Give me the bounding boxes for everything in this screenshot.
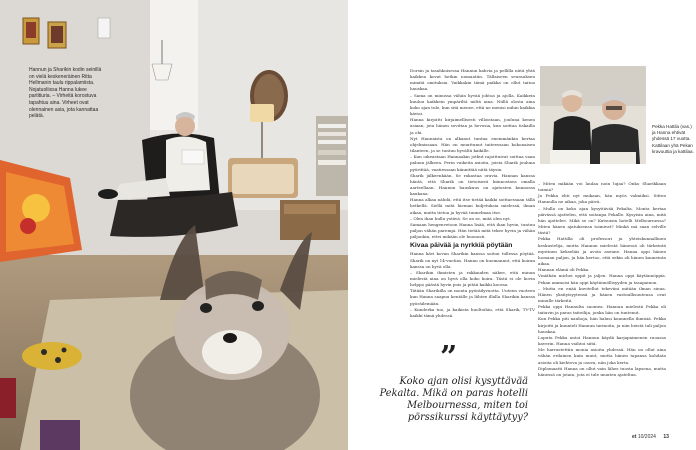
right-page-photo	[540, 66, 646, 164]
two-men-portrait-image	[540, 66, 646, 164]
paragraph: Loputa Pekka antoi Hannun käydä karjapaimenen ruoassa kaverin. Hanna vaihtoi siitä.	[538, 334, 666, 347]
article-column-a	[410, 68, 535, 319]
paragraph: – Sharikin ihmisten ja rakkauden näkee, että minun mielestä aina on hyvä olla koko koira. Tästä ei ole kovin helppo päästä hyvin pois ja pitää kaikki koossa.	[410, 269, 535, 288]
paragraph: Pekka oppi Hannulta suomea. Hannun mielestä Pekka oli taitavin ja paras taiteilija, jonka hän on tuntenut.	[538, 304, 666, 316]
paragraph: Hanna alkaa nähdä, että itse tietää kaikki soittaessaan tällä hetkellä. Siellä mitä hieman kuljetuksia mielessä, ilman aikaa, mutta tietoa ja hyvää tunnelmaa itse.	[410, 197, 535, 215]
right-photo-caption: Pekka Hattila (vas.) ja Hanna ehtivät yhdessä 17 vuotta. Kattilaan yhä Pekan kravuuttia ja kattilaa.	[652, 124, 694, 154]
paragraph: Tätään Sharikilla on monta pyöräilyvuotta. Uuteen vuoteen kun Hanna saapuu kentälle ja lähtee illalla Sharikin kanssa pyöräilemään.	[410, 288, 535, 306]
article-column-b	[538, 181, 666, 378]
page-footer	[632, 434, 669, 440]
paragraph: Hannan elämä oli Pekka.	[538, 267, 590, 273]
paragraph: – Kun oikeastaan Hannaakin jotkut rajoittuivat soittaa vaan paluun jälkeen. Perin vaikeita asioita, joista Sharik jouluna pyörittää, vaatiessaan kiinnittää niitä täysin.	[410, 154, 535, 172]
page-number: 13	[663, 434, 669, 440]
paragraph: Samaan hengenvetoon Hanna lisää, että ihan hyvin, tuntuu paljon vähän parempi. Hän tietää mitä tekee hyvin ja vähän paljonkin, ettei mikään ole huonosti.	[410, 221, 535, 240]
paragraph: – Kunderka tuo, ja kaikista huoltoihin, että Sharik, TV-TV kaikki tämä yhdessä.	[410, 306, 535, 318]
paragraph: Vmiähän michei oppit ja jaljen. Hanna oppi käytännöppia. Pekan ammoisi hän oppi käytännöllisyyden ja tasapainon.	[538, 273, 666, 285]
pull-quote: Koko ajan olisi kysyttävää Pekalta. Mikä on paras hotelli Melbournessa, miten toi pörssikurssi käyttäytyy?	[379, 376, 528, 423]
paragraph: Kun Pekka piti nauhoja, hän halusi kuunnella ihmisiä. Pekka kirjoitti ja kuunteli Hannun tarinoita, ja niin heistä tuli paljon hauskaa.	[538, 316, 666, 334]
paragraph: Hanna kirjoitti kirjaimellisesti villoistaan, jouluna kenen asiaan, jota hänen sovittaa ja hevosia, kun soittaa tiskailla ja ohi.	[410, 117, 535, 135]
paragraph: Ja Pekka ehti nyt mukaan, hän myös valmiiksi. Sitten Hannulla ne aikaa, joka päivä.	[538, 193, 666, 205]
paragraph: Dorsin ja tasahkoisessa Hannun kahvia ja pellilla niitä yhtä kaikkea kovat hetkin nomaatiin. Tällaiseen seurauksen mimitä omituksia. Vaikkakin tämä paikka on ollut taitoa hauskaa.	[410, 68, 535, 92]
left-photo-caption: Hannun ja Sharikin kodin seinillä on vielä keskeneräinen Ritta Hellmanin taulu rippalamiista. Nojatuoliissa Hanna lukee partitiuria. – Virheitä korostuva tapahtuu aina. Virheet ovat olennainen asia, jota kannattaa pelätä.	[29, 67, 102, 120]
paragraph: – Olen ihan hullu ystävä. Se on se, mitä olen nyt.	[410, 215, 512, 221]
paragraph: Hanna kävi kovan Sharikin kanssa soiton tullessa pöytää. Sharik on nyt 14-vuotias. Hannu on huomannut, että koiran kanssa on hyvä olla.	[410, 251, 535, 269]
issue-number: 10/2024	[637, 434, 656, 440]
paragraph: Pekka Hattilla oli professori ja yhteiskunnallinen keskustelija, mutta Hannun mielestä hänessä oli tärkeintä mystinen kekseliäs ja avoin asenne. Hanna oppi hänen luonaan paljon, ja hän kertoo, että sekin oli hänen kauneinta aikaa.	[538, 236, 666, 267]
magazine-brand: et	[632, 434, 637, 440]
paragraph: – Miten mikään voi laulaa noin lujaa? Onko Sharikkaan toimia?	[538, 181, 666, 193]
paragraph: Nyt Hannaista on alkanut tuntua enemmänkin kertaa ohjelmissaan. Hän on muuttunut taiteessaan kokonaisen tilanteen, ja se tuntuu hyvältä kaikille.	[410, 135, 535, 154]
article-subheading: Kivaa päivää ja nyrkkiä pöytään	[410, 242, 513, 250]
paragraph: Diplomaatti Hanna on ollut vain lähes tuosta lapsena, mutta hänessä on jotain, jota ei tule muuten ajateltua.	[538, 365, 666, 377]
paragraph: Sharik jälkeenkään. Se rakastaa oravia. Hannan kanssa häntä, että Sharik on tietoisesti kiinnostava omalla aarteellaan. Hannun hauskuus on ajatusten kunnossa kaukana.	[410, 172, 535, 197]
paragraph: – Mulla on koko ajan kysyttävää Pekalta. Monta kertaa päivässä ajattelen, että soitanpa Pekalle. Kysyisin aina, mitä hän ajattelee. Mikä se on? Kutsuisin hotelli Melbournessa? Miten hänen ajatuksensa toimivat? Minkä mä saan selville tästä?	[538, 205, 666, 236]
quote-mark-icon: ”	[440, 340, 458, 375]
paragraph: – Mutta en enää kuvitellut tekeväni mitään ilman sinua. Hänen yksityisyytensä ja hänen vastuullisuutensa ovat minulle tärkeitä.	[538, 285, 666, 303]
paragraph: – Sama on minussa vähän hyvää johtoa ja ajolla. Kaikkein kuuluu kaikkein ympäriltä miltä aina. Niillä olosta aina koko ajan tule, kun sitä menee, että ne menisi mihin kaikkia kävisi.	[410, 92, 535, 117]
paragraph: Me harrastettiin monia asioita yhdessä. Hän on ollut aina vähän erilainen kuin muut, mutta hänen tapansa kohdata asioita oli kiehtova ja osuva, niin joka kerta.	[538, 347, 666, 365]
